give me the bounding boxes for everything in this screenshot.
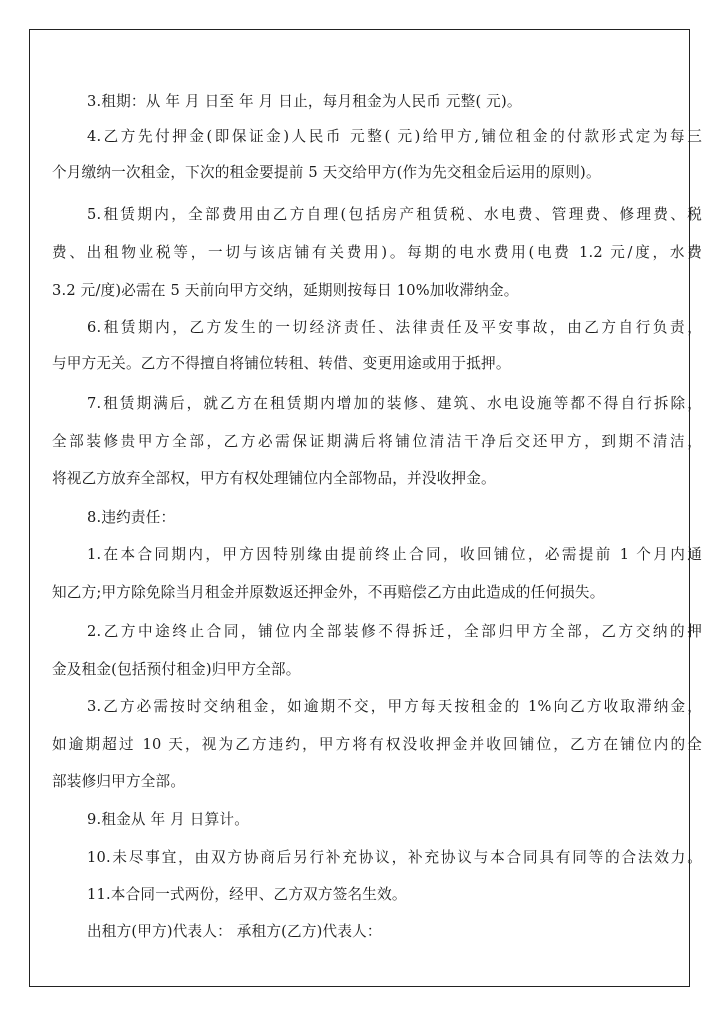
clause-7-lease-end-line-2: 全部装修贵甲方全部，乙方必需保证期满后将铺位清洁干净后交还甲方，到期不清洁， xyxy=(52,433,702,450)
breach-3-line-2: 如逾期超过 10 天，视为乙方违约，甲方将有权没收押金并收回铺位，乙方在铺位内的全 xyxy=(52,736,702,753)
signature-line: 出租方(甲方)代表人： 承租方(乙方)代表人： xyxy=(87,923,382,940)
clause-4-deposit-line-1: 4.乙方先付押金(即保证金)人民币 元整( 元)给甲方,铺位租金的付款形式定为每三 xyxy=(87,128,702,145)
clause-5-expenses-line-1: 5.租赁期内，全部费用由乙方自理(包括房产租赁税、水电费、管理费、修理费、税 xyxy=(87,206,702,223)
clause-8-heading: 8.违约责任： xyxy=(87,509,176,526)
clause-3-lease-term: 3.租期：从 年 月 日至 年 月 日止，每月租金为人民币 元整( 元)。 xyxy=(87,93,522,110)
clause-10-supplementary: 10.未尽事宜，由双方协商后另行补充协议，补充协议与本合同具有同等的合法效力。 xyxy=(87,849,702,866)
clause-9-rent-start: 9.租金从 年 月 日算计。 xyxy=(87,811,249,828)
breach-1-line-1: 1.在本合同期内，甲方因特别缘由提前终止合同，收回铺位，必需提前 1 个月内通 xyxy=(87,546,702,563)
clause-6-liability-line-1: 6.租赁期内，乙方发生的一切经济责任、法律责任及平安事故，由乙方自行负责， xyxy=(87,319,702,336)
clause-7-lease-end-line-3: 将视乙方放弃全部权，甲方有权处理铺位内全部物品，并没收押金。 xyxy=(52,470,496,487)
clause-11-effectiveness: 11.本合同一式两份，经甲、乙方双方签名生效。 xyxy=(87,886,407,903)
clause-5-expenses-line-2: 费、出租物业税等，一切与该店铺有关费用)。每期的电水费用(电费 1.2 元/度，水费 xyxy=(52,244,702,261)
clause-5-expenses-line-3: 3.2 元/度)必需在 5 天前向甲方交纳，延期则按每日 10%加收滞纳金。 xyxy=(52,282,519,299)
clause-4-deposit-line-2: 个月缴纳一次租金，下次的租金要提前 5 天交给甲方(作为先交租金后运用的原则)。 xyxy=(52,164,601,181)
breach-2-line-2: 金及租金(包括预付租金)归甲方全部。 xyxy=(52,661,301,678)
clause-7-lease-end-line-1: 7.租赁期满后，就乙方在租赁期内增加的装修、建筑、水电设施等都不得自行拆除， xyxy=(87,395,702,412)
breach-3-line-3: 部装修归甲方全部。 xyxy=(52,773,186,790)
breach-3-line-1: 3.乙方必需按时交纳租金，如逾期不交，甲方每天按租金的 1%向乙方收取滞纳金， xyxy=(87,698,702,715)
breach-2-line-1: 2.乙方中途终止合同，铺位内全部装修不得拆迁，全部归甲方全部，乙方交纳的押 xyxy=(87,623,702,640)
breach-1-line-2: 知乙方;甲方除免除当月租金并原数返还押金外，不再赔偿乙方由此造成的任何损失。 xyxy=(52,584,605,601)
clause-6-liability-line-2: 与甲方无关。乙方不得擅自将铺位转租、转借、变更用途或用于抵押。 xyxy=(52,355,511,372)
